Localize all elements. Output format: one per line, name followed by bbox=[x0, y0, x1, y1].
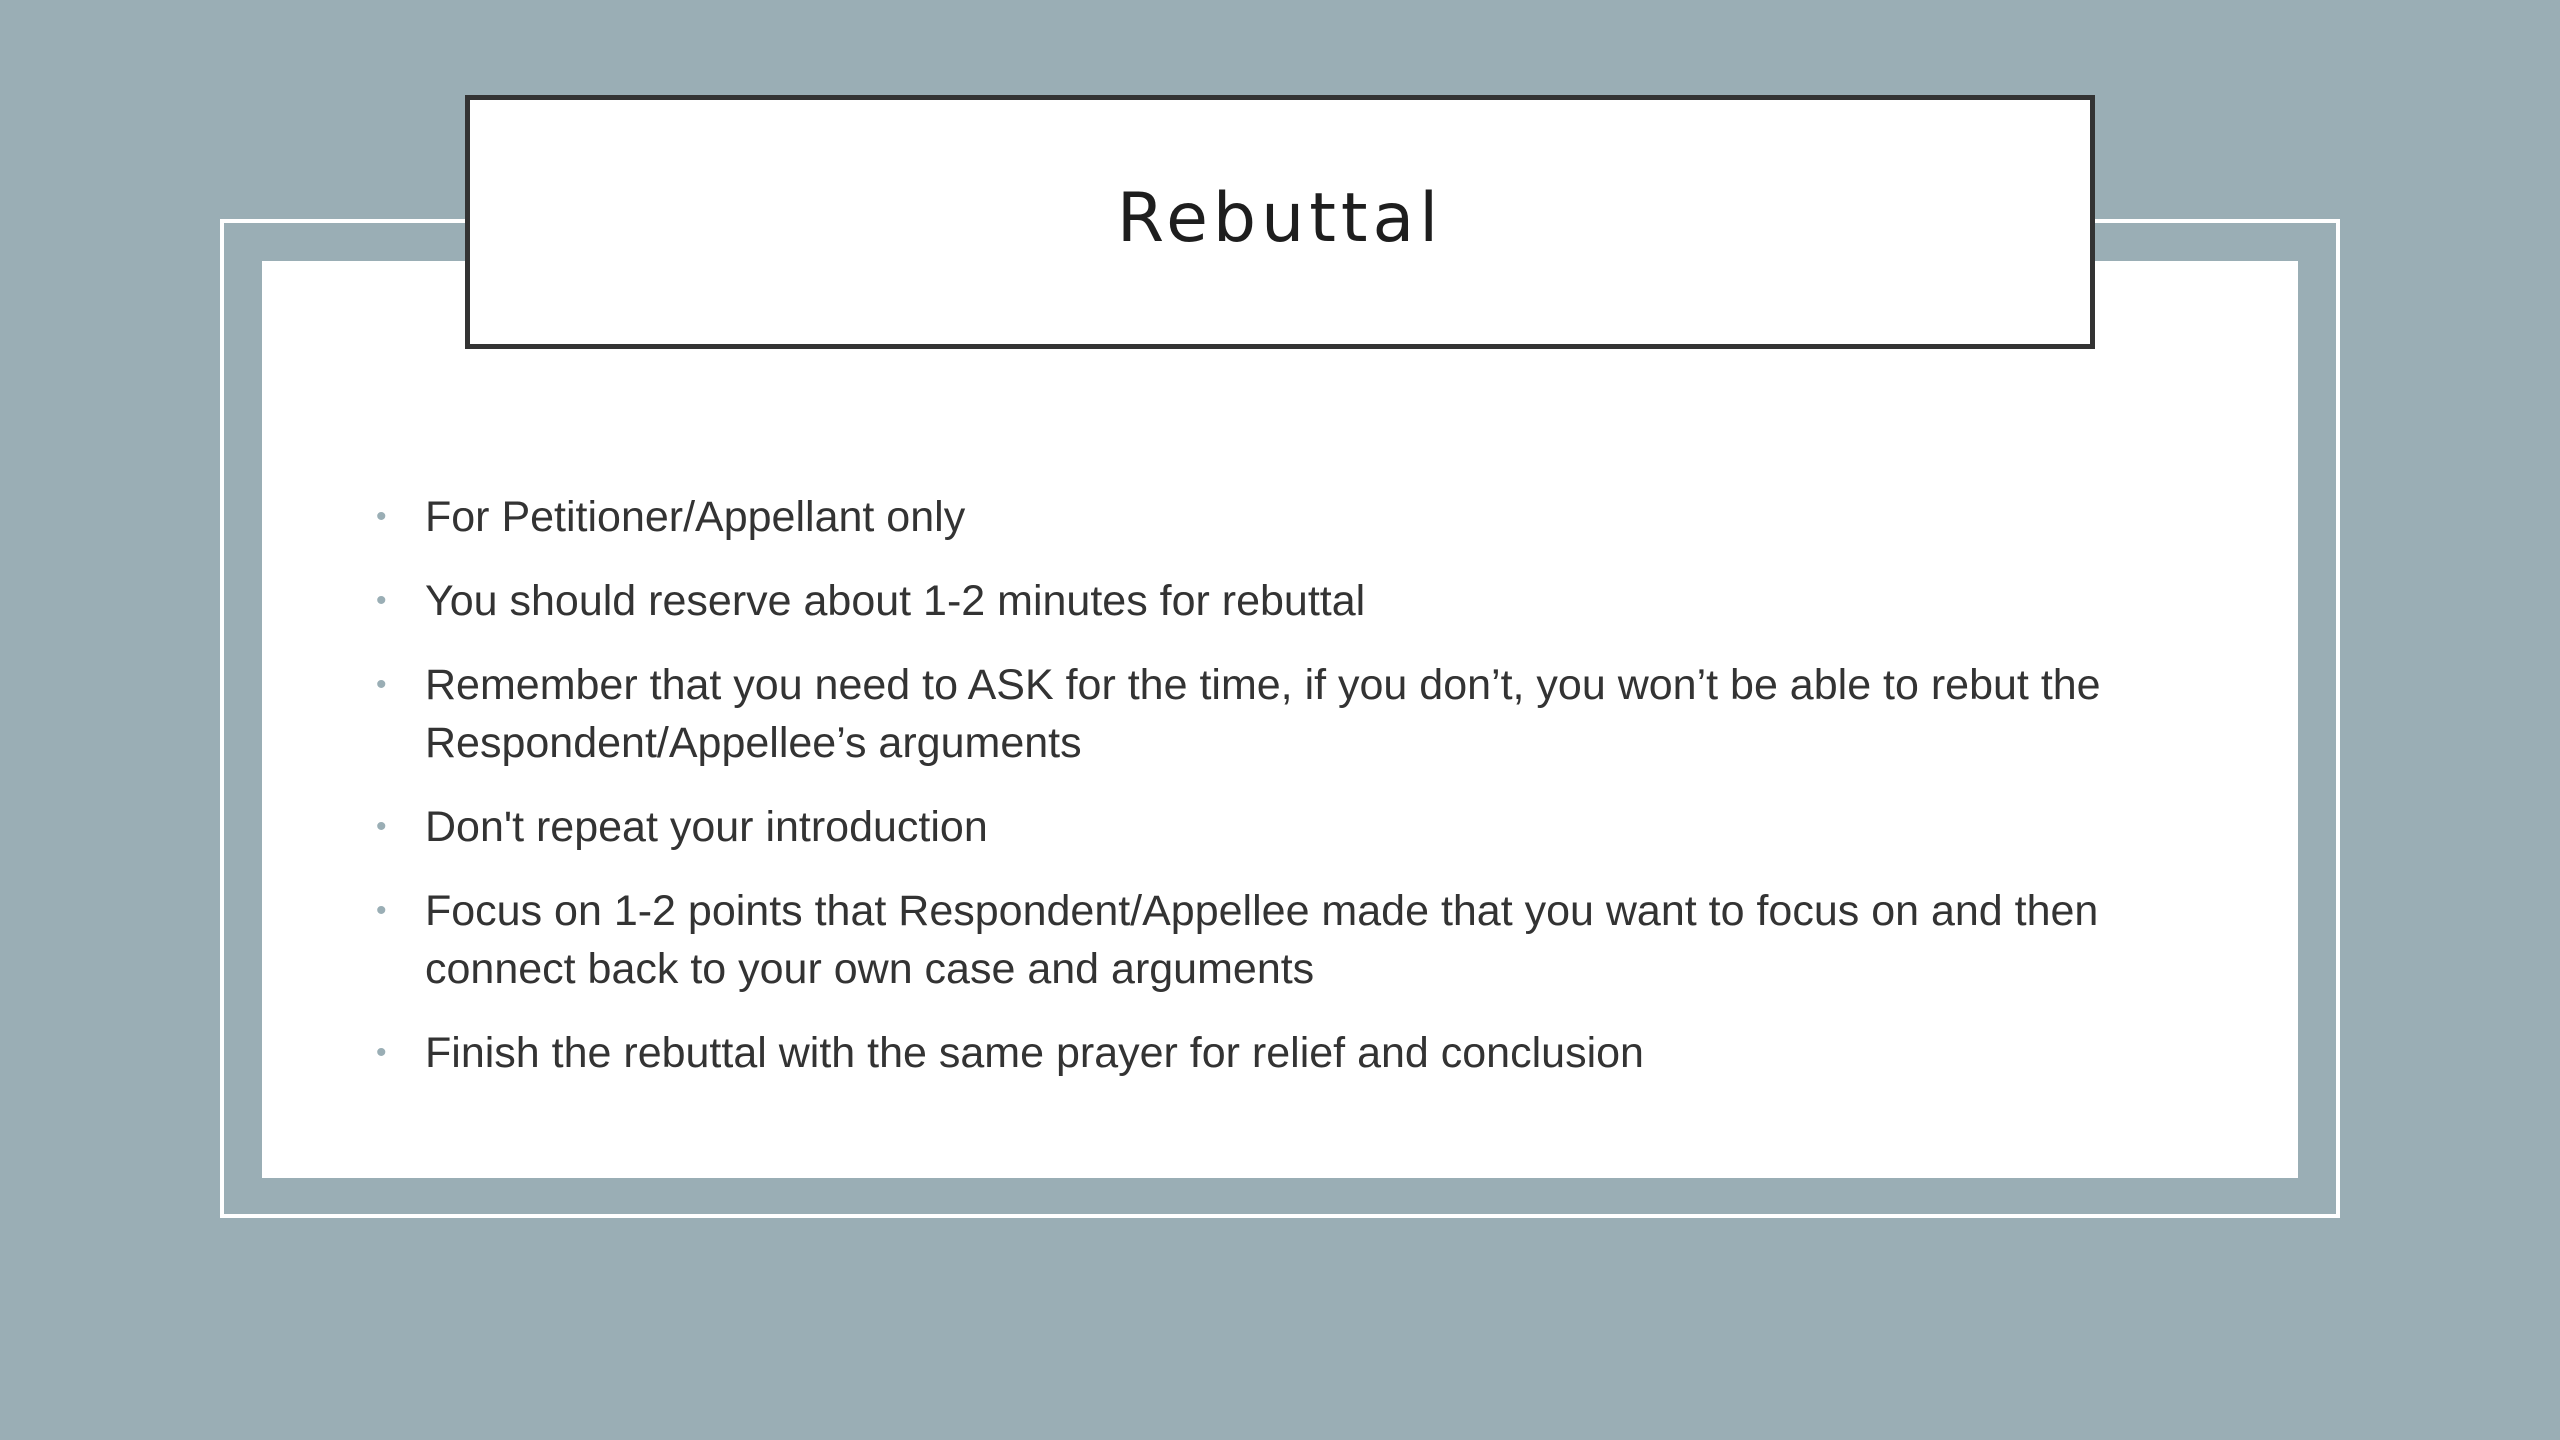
bullet-icon: • bbox=[376, 500, 387, 533]
bullet-text: You should reserve about 1-2 minutes for rebuttal bbox=[425, 577, 1366, 625]
bullet-text: For Petitioner/Appellant only bbox=[425, 493, 966, 541]
bullet-icon: • bbox=[376, 668, 387, 701]
bullet-icon: • bbox=[376, 894, 387, 927]
slide-title: Rebuttal bbox=[1116, 178, 1444, 258]
bullet-item bbox=[372, 572, 2212, 630]
bullet-text: Don't repeat your introduction bbox=[425, 803, 988, 851]
bullet-item bbox=[372, 488, 2212, 546]
bullet-item bbox=[372, 656, 2212, 772]
bullet-icon: • bbox=[376, 584, 387, 617]
bullet-item bbox=[372, 882, 2212, 998]
title-box bbox=[465, 95, 2095, 349]
bullet-item bbox=[372, 1024, 2212, 1082]
bullet-item bbox=[372, 798, 2212, 856]
bullet-text: Finish the rebuttal with the same prayer for relief and conclusion bbox=[425, 1029, 1644, 1077]
bullet-icon: • bbox=[376, 1036, 387, 1069]
bullet-list bbox=[372, 488, 2212, 1108]
bullet-text: Focus on 1-2 points that Respondent/Appellee made that you want to focus on and then connect back to your own case and arguments bbox=[425, 887, 2099, 993]
bullet-text: Remember that you need to ASK for the time, if you don’t, you won’t be able to rebut the Respondent/Appellee’s arguments bbox=[425, 661, 2101, 767]
bullet-icon: • bbox=[376, 810, 387, 843]
